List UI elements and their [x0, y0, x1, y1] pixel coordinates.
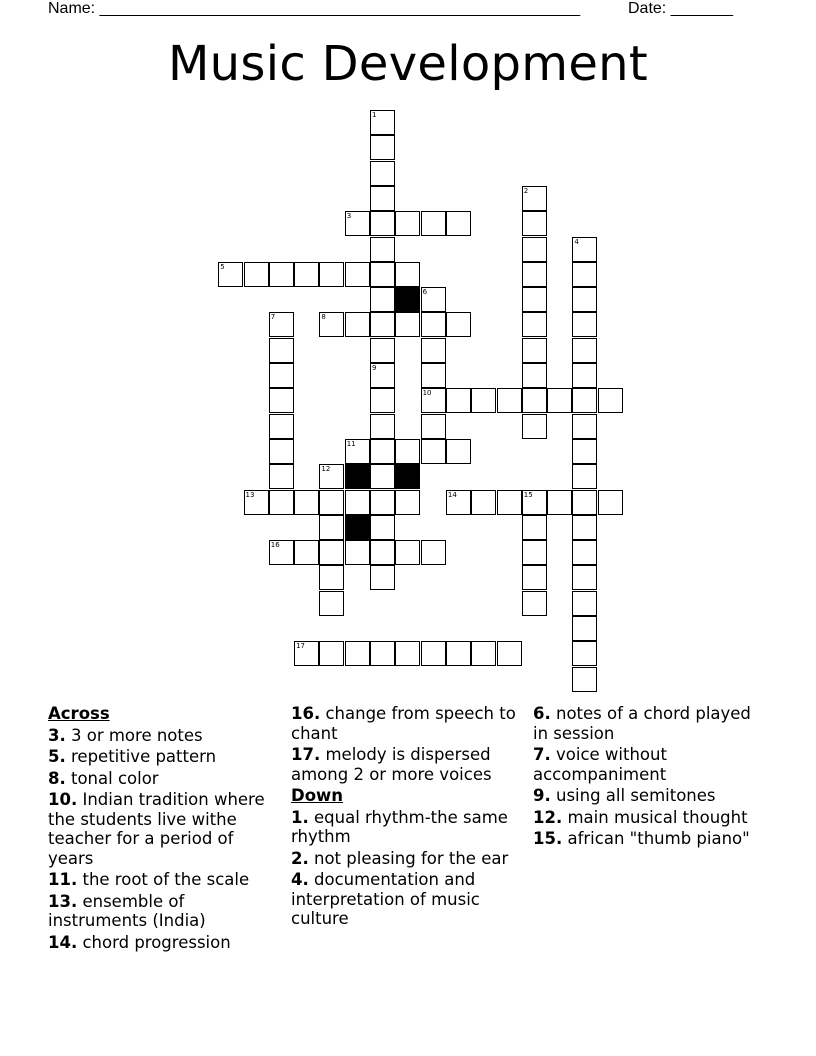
grid-cell[interactable] [471, 388, 496, 413]
grid-cell[interactable] [319, 641, 344, 666]
grid-cell[interactable] [370, 211, 395, 236]
grid-cell[interactable] [395, 211, 420, 236]
clue-number: 15. [533, 829, 563, 848]
grid-cell[interactable] [395, 312, 420, 337]
grid-cell[interactable] [370, 388, 395, 413]
clue-number: 2. [291, 848, 309, 868]
date-line[interactable]: Date: _______ [628, 0, 733, 17]
grid-cell[interactable] [446, 312, 471, 337]
grid-cell[interactable] [522, 287, 547, 312]
clue-item [533, 786, 763, 806]
grid-cell[interactable] [395, 490, 420, 515]
clue-number: 6. [533, 704, 551, 723]
grid-cell[interactable] [572, 363, 597, 388]
clue-item [291, 870, 521, 929]
clue-text: melody is dispersed among 2 or more voices [291, 745, 492, 784]
grid-cell[interactable] [572, 439, 597, 464]
clue-number: 1. [291, 807, 309, 827]
cell-number: 2 [523, 186, 529, 195]
grid-cell[interactable] [471, 490, 496, 515]
grid-cell[interactable] [522, 388, 547, 413]
grid-cell[interactable] [395, 262, 420, 287]
clue-number: 13. [48, 891, 78, 911]
grid-cell[interactable] [370, 338, 395, 363]
black-cell [345, 515, 370, 540]
grid-cell[interactable] [370, 237, 395, 262]
grid-cell[interactable] [572, 540, 597, 565]
clue-text: chord progression [77, 932, 231, 952]
cell-number: 13 [245, 490, 255, 499]
grid-cell[interactable] [395, 540, 420, 565]
clue-item [533, 745, 763, 784]
clue-item [291, 704, 521, 743]
grid-cell[interactable] [446, 490, 471, 515]
grid-cell[interactable] [547, 388, 572, 413]
grid-cell[interactable] [446, 439, 471, 464]
grid-cell[interactable] [244, 262, 269, 287]
clue-number: 4. [291, 870, 309, 889]
cell-number: 12 [321, 465, 331, 474]
clues-column-2 [291, 704, 521, 931]
clue-item [48, 870, 278, 890]
grid-cell[interactable] [497, 641, 522, 666]
grid-cell[interactable] [522, 591, 547, 616]
grid-cell[interactable] [370, 186, 395, 211]
clue-text: african "thumb piano" [562, 829, 750, 848]
grid-cell[interactable] [522, 186, 547, 211]
clue-item [533, 704, 763, 743]
grid-cell[interactable] [370, 312, 395, 337]
grid-cell[interactable] [421, 439, 446, 464]
grid-cell[interactable] [471, 641, 496, 666]
clue-number: 14. [48, 932, 78, 952]
grid-cell[interactable] [522, 211, 547, 236]
grid-cell[interactable] [522, 363, 547, 388]
grid-cell[interactable] [446, 211, 471, 236]
grid-cell[interactable] [345, 262, 370, 287]
grid-cell[interactable] [269, 388, 294, 413]
grid-cell[interactable] [269, 312, 294, 337]
grid-cell[interactable] [294, 540, 319, 565]
grid-cell[interactable] [294, 490, 319, 515]
grid-cell[interactable] [395, 439, 420, 464]
cell-number: 10 [422, 389, 432, 398]
grid-cell[interactable] [370, 135, 395, 160]
grid-cell[interactable] [598, 388, 623, 413]
grid-cell[interactable] [244, 490, 269, 515]
clue-number: 9. [533, 786, 551, 805]
grid-cell[interactable] [345, 490, 370, 515]
grid-cell[interactable] [294, 262, 319, 287]
grid-cell[interactable] [269, 464, 294, 489]
grid-cell[interactable] [319, 464, 344, 489]
clue-text: not pleasing for the ear [308, 848, 509, 868]
grid-cell[interactable] [269, 414, 294, 439]
grid-cell[interactable] [421, 287, 446, 312]
cell-number: 4 [574, 237, 579, 246]
cell-number: 14 [447, 490, 457, 499]
clue-number: 11. [48, 870, 78, 889]
grid-cell[interactable] [294, 641, 319, 666]
grid-cell[interactable] [572, 338, 597, 363]
cell-number: 7 [270, 313, 276, 322]
clue-number: 8. [48, 768, 66, 788]
clue-item [291, 808, 521, 847]
grid-cell[interactable] [370, 161, 395, 186]
black-cell [395, 287, 420, 312]
grid-cell[interactable] [421, 363, 446, 388]
grid-cell[interactable] [572, 515, 597, 540]
grid-cell[interactable] [345, 211, 370, 236]
cell-number: 5 [220, 262, 225, 271]
grid-cell[interactable] [345, 641, 370, 666]
grid-cell[interactable] [421, 388, 446, 413]
grid-cell[interactable] [370, 464, 395, 489]
clue-item [291, 745, 521, 784]
name-line[interactable]: Name: ______________________________________________________ [48, 0, 581, 17]
grid-cell[interactable] [370, 262, 395, 287]
grid-cell[interactable] [572, 312, 597, 337]
grid-cell[interactable] [269, 490, 294, 515]
grid-cell[interactable] [497, 490, 522, 515]
cell-number: 17 [296, 642, 306, 651]
cell-number: 15 [523, 490, 533, 499]
grid-cell[interactable] [269, 540, 294, 565]
grid-cell[interactable] [370, 439, 395, 464]
grid-cell[interactable] [319, 565, 344, 590]
cell-number: 1 [372, 111, 377, 119]
grid-cell[interactable] [345, 540, 370, 565]
grid-cell[interactable] [269, 439, 294, 464]
clue-text: tonal color [65, 768, 159, 788]
clue-list [48, 726, 278, 953]
grid-cell[interactable] [446, 641, 471, 666]
clue-item [48, 790, 278, 868]
clue-text: voice without accompaniment [533, 745, 667, 784]
grid-cell[interactable] [572, 490, 597, 515]
black-cell [345, 464, 370, 489]
grid-cell[interactable] [572, 667, 597, 692]
cell-number: 3 [346, 212, 352, 221]
page-title: Music Development [167, 36, 649, 92]
clue-text: equal rhythm-the same rhythm [291, 807, 508, 846]
clue-text: change from speech to chant [291, 704, 516, 743]
grid-cell[interactable] [572, 616, 597, 641]
cell-number: 16 [270, 541, 280, 550]
grid-cell[interactable] [370, 565, 395, 590]
clue-item [291, 849, 521, 869]
grid-cell[interactable] [572, 591, 597, 616]
grid-cell[interactable] [421, 540, 446, 565]
clue-item [48, 769, 278, 789]
clue-number: 10. [48, 790, 78, 809]
grid-cell[interactable] [319, 591, 344, 616]
grid-cell[interactable] [522, 565, 547, 590]
grid-cell[interactable] [572, 414, 597, 439]
clue-text: notes of a chord played in session [533, 704, 751, 743]
grid-cell[interactable] [421, 641, 446, 666]
grid-cell[interactable] [395, 641, 420, 666]
clue-item [48, 892, 278, 931]
grid-cell[interactable] [218, 262, 243, 287]
clue-text: main musical thought [562, 807, 748, 827]
grid-cell[interactable] [572, 262, 597, 287]
grid-cell[interactable] [421, 312, 446, 337]
clue-list [533, 704, 763, 849]
clue-number: 7. [533, 745, 551, 764]
grid-cell[interactable] [572, 565, 597, 590]
grid-cell[interactable] [370, 363, 395, 388]
clue-list [291, 704, 521, 784]
grid-cell[interactable] [370, 641, 395, 666]
grid-cell[interactable] [547, 490, 572, 515]
grid-cell[interactable] [319, 515, 344, 540]
grid-cell[interactable] [421, 414, 446, 439]
grid-cell[interactable] [522, 338, 547, 363]
grid-cell[interactable] [370, 287, 395, 312]
clue-text: 3 or more notes [65, 725, 203, 745]
grid-cell[interactable] [319, 490, 344, 515]
grid-cell[interactable] [572, 641, 597, 666]
grid-cell[interactable] [572, 237, 597, 262]
down-heading: Down [291, 786, 344, 805]
grid-cell[interactable] [319, 262, 344, 287]
grid-cell[interactable] [421, 338, 446, 363]
clue-number: 5. [48, 747, 66, 766]
clue-number: 16. [291, 704, 321, 723]
clues-column-3 [533, 704, 763, 851]
cell-number: 6 [422, 288, 428, 297]
grid-cell[interactable] [572, 464, 597, 489]
grid-cell[interactable] [345, 312, 370, 337]
clue-item [48, 726, 278, 746]
clue-item [533, 829, 763, 849]
grid-cell[interactable] [421, 211, 446, 236]
clue-item [48, 747, 278, 767]
clue-list [291, 808, 521, 929]
grid-cell[interactable] [370, 515, 395, 540]
clues-column-1 [48, 704, 278, 954]
grid-cell[interactable] [522, 540, 547, 565]
clue-item [533, 808, 763, 828]
clue-text: Indian tradition where the students live withe teacher for a period of years [48, 790, 265, 868]
cell-number: 9 [372, 364, 377, 372]
grid-cell[interactable] [497, 388, 522, 413]
grid-cell[interactable] [370, 110, 395, 135]
grid-cell[interactable] [522, 515, 547, 540]
grid-cell[interactable] [269, 338, 294, 363]
grid-cell[interactable] [598, 490, 623, 515]
grid-cell[interactable] [522, 490, 547, 515]
clue-number: 3. [48, 725, 66, 745]
grid-cell[interactable] [269, 262, 294, 287]
grid-cell[interactable] [319, 540, 344, 565]
grid-cell[interactable] [522, 414, 547, 439]
cell-number: 8 [321, 313, 326, 322]
cell-number: 11 [346, 439, 356, 448]
grid-cell[interactable] [370, 540, 395, 565]
clue-text: documentation and interpretation of music culture [291, 870, 480, 928]
grid-cell[interactable] [572, 388, 597, 413]
clue-number: 12. [533, 807, 563, 827]
grid-cell[interactable] [572, 287, 597, 312]
clue-text: ensemble of instruments (India) [48, 891, 206, 930]
grid-cell[interactable] [370, 414, 395, 439]
grid-cell[interactable] [446, 388, 471, 413]
across-heading: Across [48, 704, 110, 723]
grid-cell[interactable] [269, 363, 294, 388]
black-cell [395, 464, 420, 489]
grid-cell[interactable] [522, 312, 547, 337]
grid-cell[interactable] [522, 237, 547, 262]
grid-cell[interactable] [345, 439, 370, 464]
grid-cell[interactable] [370, 490, 395, 515]
clue-text: repetitive pattern [65, 747, 217, 766]
clue-text: the root of the scale [77, 870, 250, 889]
grid-cell[interactable] [319, 312, 344, 337]
clue-number: 17. [291, 745, 321, 764]
clue-text: using all semitones [550, 786, 716, 805]
clue-item [48, 933, 278, 953]
grid-cell[interactable] [522, 262, 547, 287]
